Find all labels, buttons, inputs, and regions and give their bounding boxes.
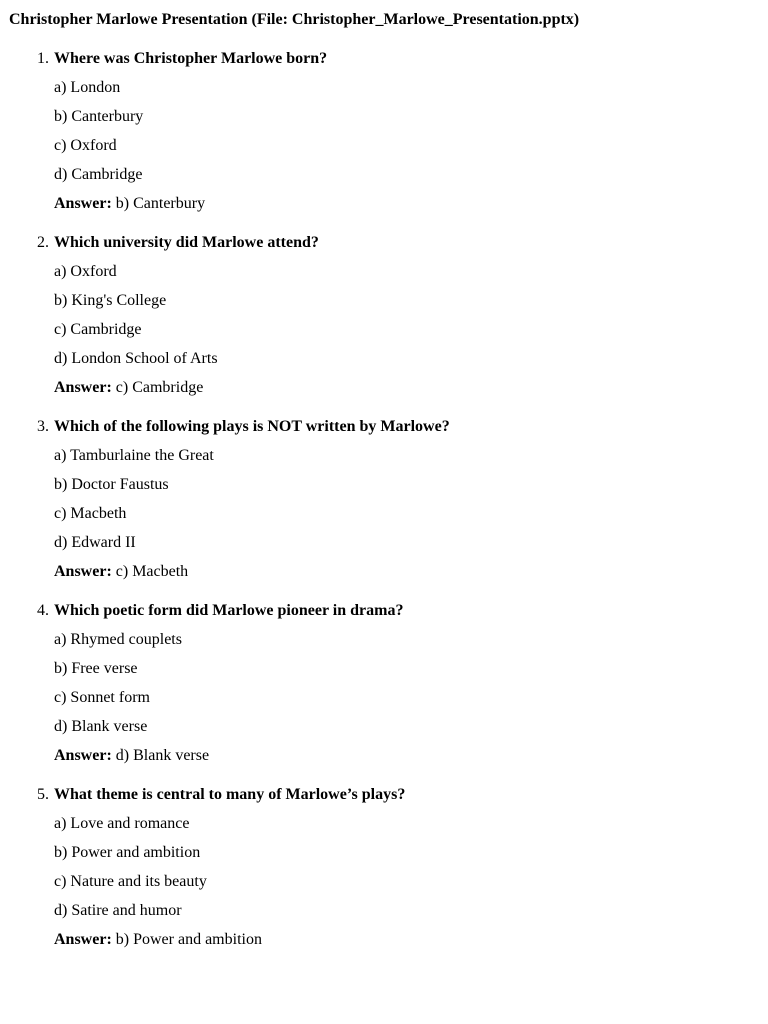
answer-label: Answer: bbox=[54, 379, 112, 396]
answer-value: d) Blank verse bbox=[115, 747, 210, 764]
correct-answer bbox=[54, 930, 768, 950]
answer-option: b) Doctor Faustus bbox=[54, 476, 169, 493]
question-text: What theme is central to many of Marlowe’s plays? bbox=[54, 786, 406, 803]
answer-value: c) Cambridge bbox=[115, 379, 204, 396]
question-number: 1. bbox=[37, 50, 49, 67]
correct-answer bbox=[54, 746, 768, 766]
answer-option: a) Tamburlaine the Great bbox=[54, 447, 214, 464]
question-list bbox=[9, 49, 768, 950]
correct-answer bbox=[54, 378, 768, 398]
correct-answer bbox=[54, 194, 768, 214]
question-text: Which of the following plays is NOT written by Marlowe? bbox=[54, 418, 450, 435]
correct-answer bbox=[54, 562, 768, 582]
answer-option: b) Canterbury bbox=[54, 108, 144, 125]
answer-option: c) Sonnet form bbox=[54, 689, 150, 706]
question-item bbox=[9, 785, 768, 950]
answer-label: Answer: bbox=[54, 747, 112, 764]
question-text: Where was Christopher Marlowe born? bbox=[54, 50, 328, 67]
answer-label: Answer: bbox=[54, 563, 112, 580]
answer-option: d) Cambridge bbox=[54, 166, 143, 183]
question-number: 4. bbox=[37, 602, 49, 619]
answer-option: a) Love and romance bbox=[54, 815, 190, 832]
question-number: 2. bbox=[37, 234, 49, 251]
answer-value: c) Macbeth bbox=[115, 563, 189, 580]
answer-option: b) Power and ambition bbox=[54, 844, 201, 861]
answer-option: b) King's College bbox=[54, 292, 167, 309]
answer-option: c) Nature and its beauty bbox=[54, 873, 207, 890]
answer-option: b) Free verse bbox=[54, 660, 138, 677]
answer-option: d) Blank verse bbox=[54, 718, 148, 735]
question-item bbox=[9, 417, 768, 582]
answer-option: a) London bbox=[54, 79, 121, 96]
question-item bbox=[9, 49, 768, 214]
question-item bbox=[9, 233, 768, 398]
answer-option: d) Edward II bbox=[54, 534, 136, 551]
answer-option: c) Macbeth bbox=[54, 505, 127, 522]
answer-option: d) London School of Arts bbox=[54, 350, 218, 367]
answer-option: a) Rhymed couplets bbox=[54, 631, 182, 648]
answer-value: b) Canterbury bbox=[115, 195, 206, 212]
answer-option: c) Oxford bbox=[54, 137, 117, 154]
question-text: Which university did Marlowe attend? bbox=[54, 234, 319, 251]
question-item bbox=[9, 601, 768, 766]
question-text: Which poetic form did Marlowe pioneer in drama? bbox=[54, 602, 404, 619]
answer-value: b) Power and ambition bbox=[115, 931, 262, 948]
answer-option: a) Oxford bbox=[54, 263, 117, 280]
document-title: Christopher Marlowe Presentation (File: Christopher_Marlowe_Presentation.pptx) bbox=[9, 11, 580, 28]
question-number: 5. bbox=[37, 786, 49, 803]
question-number: 3. bbox=[37, 418, 49, 435]
answer-label: Answer: bbox=[54, 931, 112, 948]
answer-option: c) Cambridge bbox=[54, 321, 142, 338]
answer-label: Answer: bbox=[54, 195, 112, 212]
answer-option: d) Satire and humor bbox=[54, 902, 182, 919]
